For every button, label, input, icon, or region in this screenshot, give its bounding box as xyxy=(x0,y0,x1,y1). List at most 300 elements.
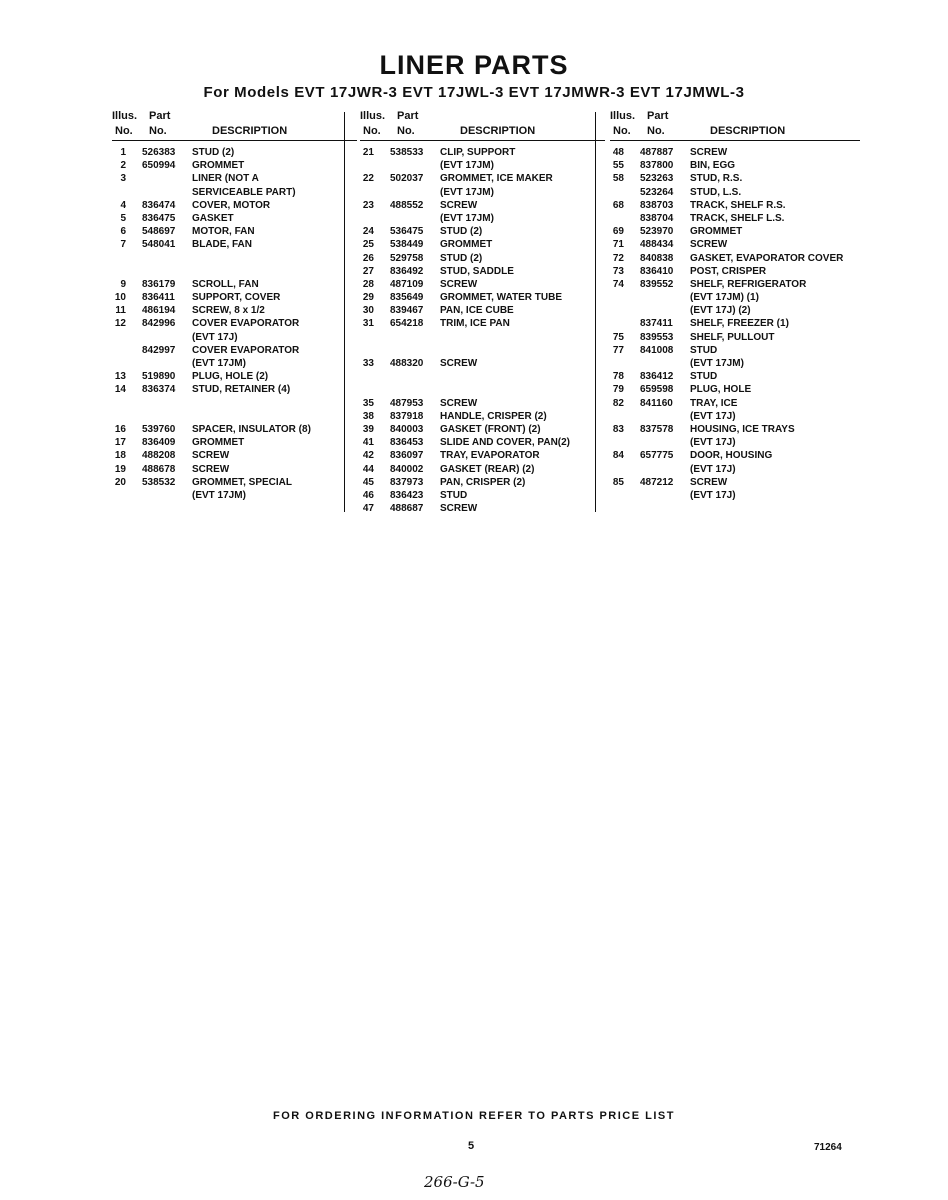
table-row xyxy=(112,186,357,199)
part-number: 836423 xyxy=(390,489,424,501)
part-description: SCREW xyxy=(440,278,478,290)
column-header xyxy=(360,110,605,142)
part-description: CLIP, SUPPORT xyxy=(440,147,516,158)
page-title: LINER PARTS xyxy=(379,50,569,80)
table-row xyxy=(112,463,357,476)
part-description: PAN, ICE CUBE xyxy=(440,305,514,317)
header-description: DESCRIPTION xyxy=(460,125,536,137)
header-part-no: No. xyxy=(647,125,665,137)
part-description: MOTOR, FAN xyxy=(192,226,255,238)
page-number: 5 xyxy=(468,1140,475,1152)
column-header xyxy=(610,110,860,142)
part-description: POST, CRISPER xyxy=(690,265,767,277)
table-row xyxy=(610,252,860,265)
part-description: GASKET xyxy=(192,212,234,224)
part-number: 487109 xyxy=(390,278,424,290)
part-number: 836412 xyxy=(640,371,674,383)
part-description: SCREW xyxy=(440,199,478,211)
part-description: SCREW xyxy=(690,147,728,158)
illus-number: 75 xyxy=(612,331,624,343)
table-row xyxy=(112,423,357,436)
table-row xyxy=(610,304,860,317)
illus-number: 5 xyxy=(120,212,126,224)
table-row xyxy=(360,238,605,251)
illus-number: 29 xyxy=(362,292,374,304)
table-row xyxy=(360,159,605,172)
table-row xyxy=(360,383,605,396)
table-row xyxy=(610,489,860,502)
part-description: SERVICEABLE PART) xyxy=(192,186,296,198)
document-number: 71264 xyxy=(814,1142,842,1153)
illus-number: 9 xyxy=(120,278,126,290)
illus-number: 4 xyxy=(120,199,126,211)
illus-number: 10 xyxy=(114,292,126,304)
illus-number: 14 xyxy=(114,384,126,396)
header-part: Part xyxy=(149,110,171,122)
illus-number: 42 xyxy=(362,450,374,462)
table-row xyxy=(112,476,357,489)
illus-number: 44 xyxy=(362,463,374,475)
table-row xyxy=(112,317,357,330)
table-row xyxy=(610,423,860,436)
part-description: HOUSING, ICE TRAYS xyxy=(690,423,795,435)
table-row xyxy=(360,397,605,410)
illus-number: 26 xyxy=(362,252,374,264)
table-row xyxy=(610,463,860,476)
header-rule xyxy=(610,140,860,141)
part-description: SPACER, INSULATOR (8) xyxy=(192,423,311,435)
header-rule xyxy=(112,140,357,141)
illus-number: 35 xyxy=(362,397,374,409)
illus-number: 27 xyxy=(362,265,374,277)
part-number: 840838 xyxy=(640,252,674,264)
table-row xyxy=(112,252,357,265)
part-number: 538449 xyxy=(390,239,424,251)
part-number: 519890 xyxy=(142,371,176,383)
illus-number: 78 xyxy=(612,371,624,383)
illus-number: 30 xyxy=(362,305,374,317)
part-number: 650994 xyxy=(142,160,176,172)
part-number: 538532 xyxy=(142,476,176,488)
table-row xyxy=(360,146,605,159)
illus-number: 69 xyxy=(612,226,624,238)
part-description: STUD, SADDLE xyxy=(440,265,514,277)
table-row xyxy=(360,476,605,489)
illus-number: 21 xyxy=(362,147,374,158)
illus-number: 77 xyxy=(612,344,624,356)
table-row xyxy=(360,357,605,370)
part-description: GROMMET, SPECIAL xyxy=(192,476,293,488)
part-number: 536475 xyxy=(390,226,424,238)
illus-number: 6 xyxy=(120,226,126,238)
table-row xyxy=(360,317,605,330)
table-row xyxy=(610,397,860,410)
illus-number: 71 xyxy=(612,239,624,251)
table-row xyxy=(610,476,860,489)
part-description: (EVT 17J) xyxy=(192,331,238,343)
table-row xyxy=(112,383,357,396)
table-row xyxy=(112,344,357,357)
table-row xyxy=(610,317,860,330)
part-description: SCREW xyxy=(690,239,728,251)
table-row xyxy=(360,212,605,225)
table-row xyxy=(112,159,357,172)
part-description: (EVT 17J) xyxy=(690,437,736,449)
table-row xyxy=(610,291,860,304)
part-number: 837973 xyxy=(390,476,424,488)
part-number: 838703 xyxy=(640,199,674,211)
part-description: STUD (2) xyxy=(192,147,235,158)
header-part: Part xyxy=(397,110,419,122)
illus-number: 38 xyxy=(362,410,374,422)
illus-number: 18 xyxy=(114,450,126,462)
part-description: GROMMET xyxy=(192,160,245,172)
part-description: SUPPORT, COVER xyxy=(192,292,281,304)
illus-number: 79 xyxy=(612,384,624,396)
parts-column-2 xyxy=(360,110,605,515)
illus-number: 25 xyxy=(362,239,374,251)
illus-number: 85 xyxy=(612,476,624,488)
table-row xyxy=(610,225,860,238)
table-row xyxy=(610,278,860,291)
part-description: GROMMET xyxy=(440,239,493,251)
table-row xyxy=(360,344,605,357)
part-description: (EVT 17JM) xyxy=(440,186,494,198)
part-description: GROMMET, ICE MAKER xyxy=(440,173,553,185)
part-number: 836374 xyxy=(142,384,176,396)
part-number: 526383 xyxy=(142,147,176,158)
illus-number: 55 xyxy=(612,160,624,172)
part-description: SHELF, REFRIGERATOR xyxy=(690,278,807,290)
table-row xyxy=(112,449,357,462)
part-number: 839552 xyxy=(640,278,674,290)
illus-number: 1 xyxy=(120,147,126,158)
part-number: 488320 xyxy=(390,358,424,369)
table-row xyxy=(112,265,357,278)
illus-number: 72 xyxy=(612,252,624,264)
illus-number: 82 xyxy=(612,397,624,409)
part-description: (EVT 17J) xyxy=(690,489,736,501)
table-row xyxy=(360,252,605,265)
table-row xyxy=(360,304,605,317)
part-description: TRACK, SHELF L.S. xyxy=(690,212,785,224)
part-description: SCREW xyxy=(440,358,478,369)
parts-column-3 xyxy=(610,110,860,502)
part-description: (EVT 17JM) xyxy=(690,358,744,369)
part-description: SCREW xyxy=(192,463,230,475)
table-row xyxy=(112,489,357,502)
parts-list xyxy=(360,146,605,515)
part-description: SLIDE AND COVER, PAN(2) xyxy=(440,437,571,449)
illus-number: 20 xyxy=(114,476,126,488)
header-part: Part xyxy=(647,110,669,122)
part-description: STUD (2) xyxy=(440,252,483,264)
part-number: 841008 xyxy=(640,344,674,356)
part-number: 835649 xyxy=(390,292,424,304)
part-description: DOOR, HOUSING xyxy=(690,450,773,462)
part-number: 836179 xyxy=(142,278,176,290)
table-row xyxy=(360,172,605,185)
table-row xyxy=(112,331,357,344)
header-illus-no: No. xyxy=(363,125,381,137)
illus-number: 19 xyxy=(114,463,126,475)
part-number: 488687 xyxy=(390,503,424,515)
part-description: TRIM, ICE PAN xyxy=(440,318,510,330)
part-number: 839467 xyxy=(390,305,424,317)
ordering-info-footer: FOR ORDERING INFORMATION REFER TO PARTS PRICE LIST xyxy=(273,1110,675,1122)
header-illus: Illus. xyxy=(360,110,386,122)
illus-number: 23 xyxy=(362,199,374,211)
part-description: (EVT 17JM) xyxy=(192,489,246,501)
part-number: 836492 xyxy=(390,265,424,277)
table-row xyxy=(360,449,605,462)
part-description: SHELF, PULLOUT xyxy=(690,331,775,343)
handwritten-note: 266-G-5 xyxy=(424,1173,485,1191)
table-row xyxy=(112,436,357,449)
part-description: (EVT 17J) (2) xyxy=(690,305,751,317)
table-row xyxy=(360,410,605,423)
table-row xyxy=(360,199,605,212)
part-description: GROMMET xyxy=(690,226,743,238)
table-row xyxy=(360,463,605,476)
part-description: SCROLL, FAN xyxy=(192,278,259,290)
models-subtitle: For Models EVT 17JWR-3 EVT 17JWL-3 EVT 17JMWR-3 EVT 17JMWL-3 xyxy=(203,84,745,101)
table-row xyxy=(360,436,605,449)
part-number: 840002 xyxy=(390,463,424,475)
illus-number: 39 xyxy=(362,423,374,435)
part-number: 840003 xyxy=(390,423,424,435)
illus-number: 13 xyxy=(114,371,126,383)
part-number: 529758 xyxy=(390,252,424,264)
part-number: 836410 xyxy=(640,265,674,277)
part-number: 487887 xyxy=(640,147,674,158)
parts-list xyxy=(610,146,860,502)
table-row xyxy=(112,291,357,304)
table-row xyxy=(112,357,357,370)
part-number: 502037 xyxy=(390,173,424,185)
part-description: (EVT 17JM) xyxy=(440,212,494,224)
table-row xyxy=(610,383,860,396)
parts-list xyxy=(112,146,357,502)
part-description: BLADE, FAN xyxy=(192,239,252,251)
part-number: 487212 xyxy=(640,476,674,488)
header-description: DESCRIPTION xyxy=(710,125,786,137)
part-number: 548697 xyxy=(142,226,176,238)
illus-number: 45 xyxy=(362,476,374,488)
header-illus-no: No. xyxy=(613,125,631,137)
illus-number: 73 xyxy=(612,265,624,277)
table-row xyxy=(610,199,860,212)
part-number: 836097 xyxy=(390,450,424,462)
header-illus: Illus. xyxy=(112,110,138,122)
table-row xyxy=(610,344,860,357)
part-number: 836474 xyxy=(142,199,176,211)
table-row xyxy=(360,186,605,199)
part-number: 538533 xyxy=(390,147,424,158)
table-row xyxy=(610,331,860,344)
part-number: 842997 xyxy=(142,344,176,356)
part-description: HANDLE, CRISPER (2) xyxy=(440,410,547,422)
part-number: 836411 xyxy=(142,292,175,304)
header-illus-no: No. xyxy=(115,125,133,137)
part-description: LINER (NOT A xyxy=(192,173,259,185)
part-description: STUD (2) xyxy=(440,226,483,238)
table-row xyxy=(360,291,605,304)
part-number: 836409 xyxy=(142,437,176,449)
illus-number: 3 xyxy=(120,173,126,185)
table-row xyxy=(610,436,860,449)
part-description: GASKET (FRONT) (2) xyxy=(440,423,541,435)
table-row xyxy=(112,278,357,291)
part-number: 539760 xyxy=(142,423,176,435)
table-row xyxy=(112,238,357,251)
table-row xyxy=(610,172,860,185)
table-row xyxy=(610,159,860,172)
table-row xyxy=(360,331,605,344)
table-row xyxy=(360,423,605,436)
table-row xyxy=(112,397,357,410)
part-description: GROMMET, WATER TUBE xyxy=(440,292,563,304)
part-description: SCREW xyxy=(192,450,230,462)
part-description: PAN, CRISPER (2) xyxy=(440,476,526,488)
part-number: 523263 xyxy=(640,173,674,185)
table-row xyxy=(360,489,605,502)
table-row xyxy=(360,265,605,278)
part-description: STUD xyxy=(690,371,718,383)
illus-number: 33 xyxy=(362,358,374,369)
header-part-no: No. xyxy=(149,125,167,137)
part-number: 836475 xyxy=(142,212,176,224)
part-description: SCREW, 8 x 1/2 xyxy=(192,305,265,317)
table-row xyxy=(610,410,860,423)
illus-number: 48 xyxy=(612,147,624,158)
table-row xyxy=(610,449,860,462)
part-number: 548041 xyxy=(142,239,176,251)
part-number: 523970 xyxy=(640,226,674,238)
illus-number: 74 xyxy=(612,278,624,290)
illus-number: 17 xyxy=(114,437,126,449)
illus-number: 68 xyxy=(612,199,624,211)
part-description: GROMMET xyxy=(192,437,245,449)
table-row xyxy=(360,502,605,515)
part-description: BIN, EGG xyxy=(690,160,736,172)
table-row xyxy=(360,278,605,291)
table-row xyxy=(112,146,357,159)
part-description: PLUG, HOLE (2) xyxy=(192,371,269,383)
table-row xyxy=(112,410,357,423)
header-part-no: No. xyxy=(397,125,415,137)
table-row xyxy=(610,186,860,199)
illus-number: 7 xyxy=(120,239,126,251)
part-number: 837578 xyxy=(640,423,674,435)
part-description: SCREW xyxy=(440,397,478,409)
table-row xyxy=(112,225,357,238)
illus-number: 58 xyxy=(612,173,624,185)
illus-number: 31 xyxy=(362,318,374,330)
illus-number: 47 xyxy=(362,503,374,515)
column-header xyxy=(112,110,357,142)
part-number: 659598 xyxy=(640,384,674,396)
part-description: (EVT 17J) xyxy=(690,463,736,475)
part-description: COVER EVAPORATOR xyxy=(192,344,300,356)
part-description: STUD xyxy=(440,489,468,501)
part-number: 488678 xyxy=(142,463,176,475)
illus-number: 2 xyxy=(120,160,126,172)
illus-number: 12 xyxy=(114,318,126,330)
illus-number: 11 xyxy=(115,305,126,317)
part-number: 523264 xyxy=(640,186,674,198)
table-row xyxy=(112,199,357,212)
illus-number: 22 xyxy=(362,173,374,185)
part-number: 837411 xyxy=(640,318,673,330)
part-description: SHELF, FREEZER (1) xyxy=(690,318,789,330)
part-number: 837800 xyxy=(640,160,674,172)
illus-number: 28 xyxy=(362,278,374,290)
part-description: STUD xyxy=(690,344,718,356)
part-number: 488552 xyxy=(390,199,424,211)
part-description: STUD, L.S. xyxy=(690,186,742,198)
part-description: TRAY, EVAPORATOR xyxy=(440,450,540,462)
part-description: TRAY, ICE xyxy=(690,397,738,409)
part-description: PLUG, HOLE xyxy=(690,384,752,396)
illus-number: 83 xyxy=(612,423,624,435)
part-number: 488434 xyxy=(640,239,674,251)
part-description: COVER, MOTOR xyxy=(192,199,271,211)
part-number: 842996 xyxy=(142,318,176,330)
part-description: SCREW xyxy=(690,476,728,488)
part-description: (EVT 17JM) (1) xyxy=(690,292,759,304)
part-number: 837918 xyxy=(390,410,424,422)
part-number: 486194 xyxy=(142,305,176,317)
part-description: STUD, RETAINER (4) xyxy=(192,384,291,396)
part-number: 487953 xyxy=(390,397,424,409)
part-number: 836453 xyxy=(390,437,424,449)
table-row xyxy=(610,357,860,370)
table-row xyxy=(112,304,357,317)
part-number: 838704 xyxy=(640,212,674,224)
table-row xyxy=(112,212,357,225)
part-number: 488208 xyxy=(142,450,176,462)
part-number: 657775 xyxy=(640,450,674,462)
part-description: (EVT 17JM) xyxy=(440,160,494,172)
part-description: COVER EVAPORATOR xyxy=(192,318,300,330)
table-row xyxy=(112,172,357,185)
part-description: TRACK, SHELF R.S. xyxy=(690,199,786,211)
table-row xyxy=(610,146,860,159)
part-number: 841160 xyxy=(640,397,673,409)
table-row xyxy=(112,370,357,383)
parts-column-1 xyxy=(112,110,357,502)
part-description: (EVT 17JM) xyxy=(192,358,246,369)
table-row xyxy=(360,225,605,238)
part-number: 839553 xyxy=(640,331,674,343)
table-row xyxy=(610,238,860,251)
illus-number: 84 xyxy=(612,450,624,462)
table-row xyxy=(610,370,860,383)
illus-number: 46 xyxy=(362,489,374,501)
part-description: GASKET (REAR) (2) xyxy=(440,463,535,475)
illus-number: 24 xyxy=(362,226,374,238)
part-description: STUD, R.S. xyxy=(690,173,743,185)
header-illus: Illus. xyxy=(610,110,636,122)
part-description: GASKET, EVAPORATOR COVER xyxy=(690,252,844,264)
illus-number: 41 xyxy=(362,437,374,449)
header-rule xyxy=(360,140,605,141)
part-description: SCREW xyxy=(440,503,478,515)
illus-number: 16 xyxy=(114,423,126,435)
table-row xyxy=(610,212,860,225)
part-number: 654218 xyxy=(390,318,424,330)
